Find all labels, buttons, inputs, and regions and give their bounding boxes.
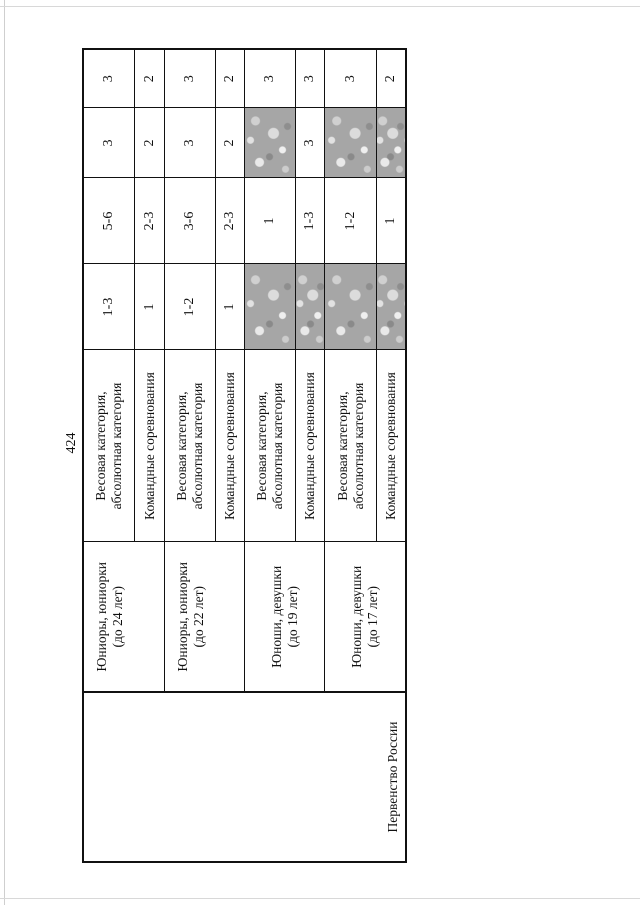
column-5-cell-shaded — [376, 108, 406, 178]
column-6-cell: 2 — [215, 49, 244, 108]
column-5-cell: 3 — [83, 108, 135, 178]
competition-type-cell: Командные соревнования — [135, 350, 164, 542]
scan-edge-top — [0, 6, 640, 7]
column-6-cell: 2 — [376, 49, 406, 108]
scan-edge-left — [4, 0, 5, 905]
ranked-cell: 1 — [376, 178, 406, 264]
ranked-cell: 1 — [244, 178, 295, 264]
column-6-cell: 3 — [164, 49, 215, 108]
competition-type-cell: Командные соревнования — [215, 350, 244, 542]
competition-type-cell: Весовая категория, абсолютная категория — [164, 350, 215, 542]
age-group-cell: Юноши, девушки (до 19 лет) — [244, 542, 324, 692]
competition-type-cell: Командные соревнования — [296, 350, 325, 542]
qualification-table — [82, 48, 407, 863]
age-group-cell: Юниоры, юниорки (до 22 лет) — [164, 542, 244, 692]
column-5-cell-shaded — [244, 108, 295, 178]
age-group-cell: Юниоры, юниорки (до 24 лет) — [83, 542, 164, 692]
places-cell: 1-3 — [83, 264, 135, 350]
rotated-page — [62, 50, 407, 863]
competition-type-cell: Весовая категория, абсолютная категория — [83, 350, 135, 542]
column-6-cell: 3 — [325, 49, 376, 108]
places-cell: 1 — [215, 264, 244, 350]
competition-type-cell: Весовая категория, абсолютная категория — [325, 350, 376, 542]
places-cell: 1-2 — [164, 264, 215, 350]
page-number: 424 — [64, 432, 79, 454]
places-cell-shaded — [244, 264, 295, 350]
column-6-cell: 2 — [135, 49, 164, 108]
column-6-cell: 3 — [296, 49, 325, 108]
column-5-cell: 3 — [164, 108, 215, 178]
competition-type-cell: Весовая категория, абсолютная категория — [244, 350, 295, 542]
column-5-cell-shaded — [325, 108, 376, 178]
ranked-cell: 2-3 — [135, 178, 164, 264]
places-cell: 1 — [135, 264, 164, 350]
column-5-cell: 2 — [135, 108, 164, 178]
places-cell-shaded — [325, 264, 376, 350]
ranked-cell: 5-6 — [83, 178, 135, 264]
column-5-cell: 2 — [215, 108, 244, 178]
places-cell-shaded — [376, 264, 406, 350]
ranked-cell: 1-3 — [296, 178, 325, 264]
column-5-cell: 3 — [296, 108, 325, 178]
column-6-cell: 3 — [83, 49, 135, 108]
places-cell-shaded — [296, 264, 325, 350]
column-6-cell: 3 — [244, 49, 295, 108]
ranked-cell: 1-2 — [325, 178, 376, 264]
event-cell: Первенство России — [83, 692, 406, 862]
ranked-cell: 3-6 — [164, 178, 215, 264]
ranked-cell: 2-3 — [215, 178, 244, 264]
competition-type-cell: Командные соревнования — [376, 350, 406, 542]
scan-edge-bottom — [0, 898, 640, 899]
age-group-cell: Юноши, девушки (до 17 лет) — [325, 542, 406, 692]
table-row — [83, 49, 135, 862]
